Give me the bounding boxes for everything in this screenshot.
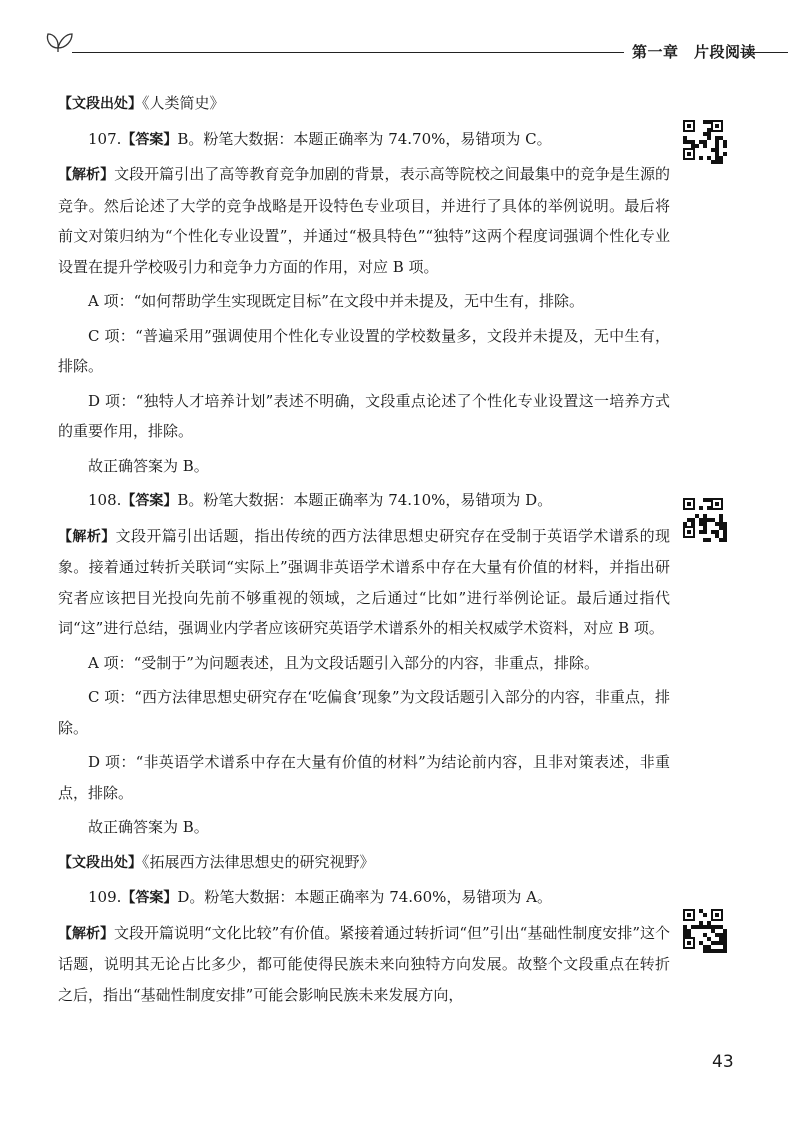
paragraph [58, 847, 670, 879]
paragraph [58, 451, 670, 482]
qr-code-icon[interactable] [683, 120, 727, 164]
leaf-icon [44, 28, 74, 52]
paragraph-text: 文段开篇说明“文化比较”有价值。紧接着通过转折词“但”引出“基础性制度安排”这个话题，说明其无论占比多少，都可能使得民族未来向独特方向发展。故整个文段重点在转折之后，指出“基础性制度安排”可能会影响民族未来发展方向， [58, 923, 671, 1004]
paragraph-text: B。粉笔大数据：本题正确率为 74.70%，易错项为 C。 [177, 129, 552, 148]
paragraph [58, 682, 670, 743]
section-tag: 【答案】 [121, 890, 178, 906]
question-number: 108. [88, 491, 122, 509]
paragraph [58, 648, 670, 679]
qr-code-icon[interactable] [683, 909, 727, 953]
page-header [44, 22, 784, 62]
paragraph [58, 321, 670, 382]
section-tag: 【解析】 [58, 925, 114, 942]
paragraph-text: D。粉笔大数据：本题正确率为 74.60%，易错项为 A。 [177, 888, 552, 906]
paragraph-text: A 项：“如何帮助学生实现既定目标”在文段中并未提及，无中生有，排除。 [88, 292, 584, 310]
page-body [58, 88, 670, 1014]
header-rule [72, 52, 624, 53]
section-tag: 【文段出处】 [58, 96, 142, 112]
page-number: 43 [712, 1052, 734, 1072]
paragraph-text: D 项：“独特人才培养计划”表述不明确，文段重点论述了个性化专业设置这一培养方式的重要作用，排除。 [58, 391, 670, 440]
paragraph [58, 521, 670, 644]
paragraph [58, 88, 670, 120]
paragraph-text: D 项：“非英语学术谱系中存在大量有价值的材料”为结论前内容，且非对策表述，非重点，排除。 [58, 753, 670, 802]
paragraph [58, 286, 670, 317]
section-tag: 【答案】 [121, 493, 178, 509]
section-tag: 【文段出处】 [58, 854, 142, 871]
question-number: 109. [88, 888, 122, 906]
paragraph-text: B。粉笔大数据：本题正确率为 74.10%，易错项为 D。 [177, 491, 553, 509]
paragraph-text: 故正确答案为 B。 [88, 456, 209, 475]
section-tag: 【解析】 [58, 167, 115, 183]
paragraph [58, 124, 670, 156]
paragraph-text: C 项：“西方法律思想史研究存在‘吃偏食’现象”为文段话题引入部分的内容，非重点，排除。 [58, 688, 670, 737]
qr-code-icon[interactable] [683, 498, 727, 542]
section-tag: 【答案】 [121, 131, 178, 148]
paragraph [58, 485, 670, 517]
paragraph-text: 故正确答案为 B。 [88, 818, 209, 836]
paragraph [58, 918, 670, 1011]
paragraph [58, 386, 670, 447]
paragraph-text: A 项：“受制于”为问题表述，且为文段话题引入部分的内容，非重点，排除。 [88, 653, 599, 672]
question-number: 107. [88, 129, 122, 148]
paragraph [58, 747, 670, 808]
header-rule-end [740, 52, 788, 53]
paragraph-text: 文段开篇引出了高等教育竞争加剧的背景，表示高等院校之间最集中的竞争是生源的竞争。然后论述了大学的竞争战略是开设特色专业项目，并进行了具体的举例说明。最后将前文对策归纳为“个性化专业设置”，并通过“极具特色”“独特”这两个程度词强调个性化专业设置在提升学校吸引力和竞争力方面的作用，对应 B 项。 [58, 165, 670, 276]
paragraph [58, 812, 670, 843]
paragraph-text: 《拓展西方法律思想史的研究视野》 [142, 852, 375, 871]
chapter-title: 第一章 片段阅读 [632, 43, 757, 61]
paragraph-text: 文段开篇引出话题，指出传统的西方法律思想史研究存在受制于英语学术谱系的现象。接着通过转折关联词“实际上”强调非英语学术谱系中存在大量有价值的材料，并指出研究者应该把目光投向先前不够重视的领域，之后通过“比如”进行举例论证。最后通过指代词“这”进行总结，强调业内学者应该研究英语学术谱系外的相关权威学术资料，对应 B 项。 [58, 526, 670, 637]
paragraph-text: 《人类简史》 [142, 94, 225, 112]
paragraph-text: C 项：“普遍采用”强调使用个性化专业设置的学校数量多，文段并未提及，无中生有，排除。 [58, 326, 670, 375]
section-tag: 【解析】 [58, 528, 116, 545]
paragraph [58, 882, 670, 914]
paragraph [58, 159, 670, 282]
